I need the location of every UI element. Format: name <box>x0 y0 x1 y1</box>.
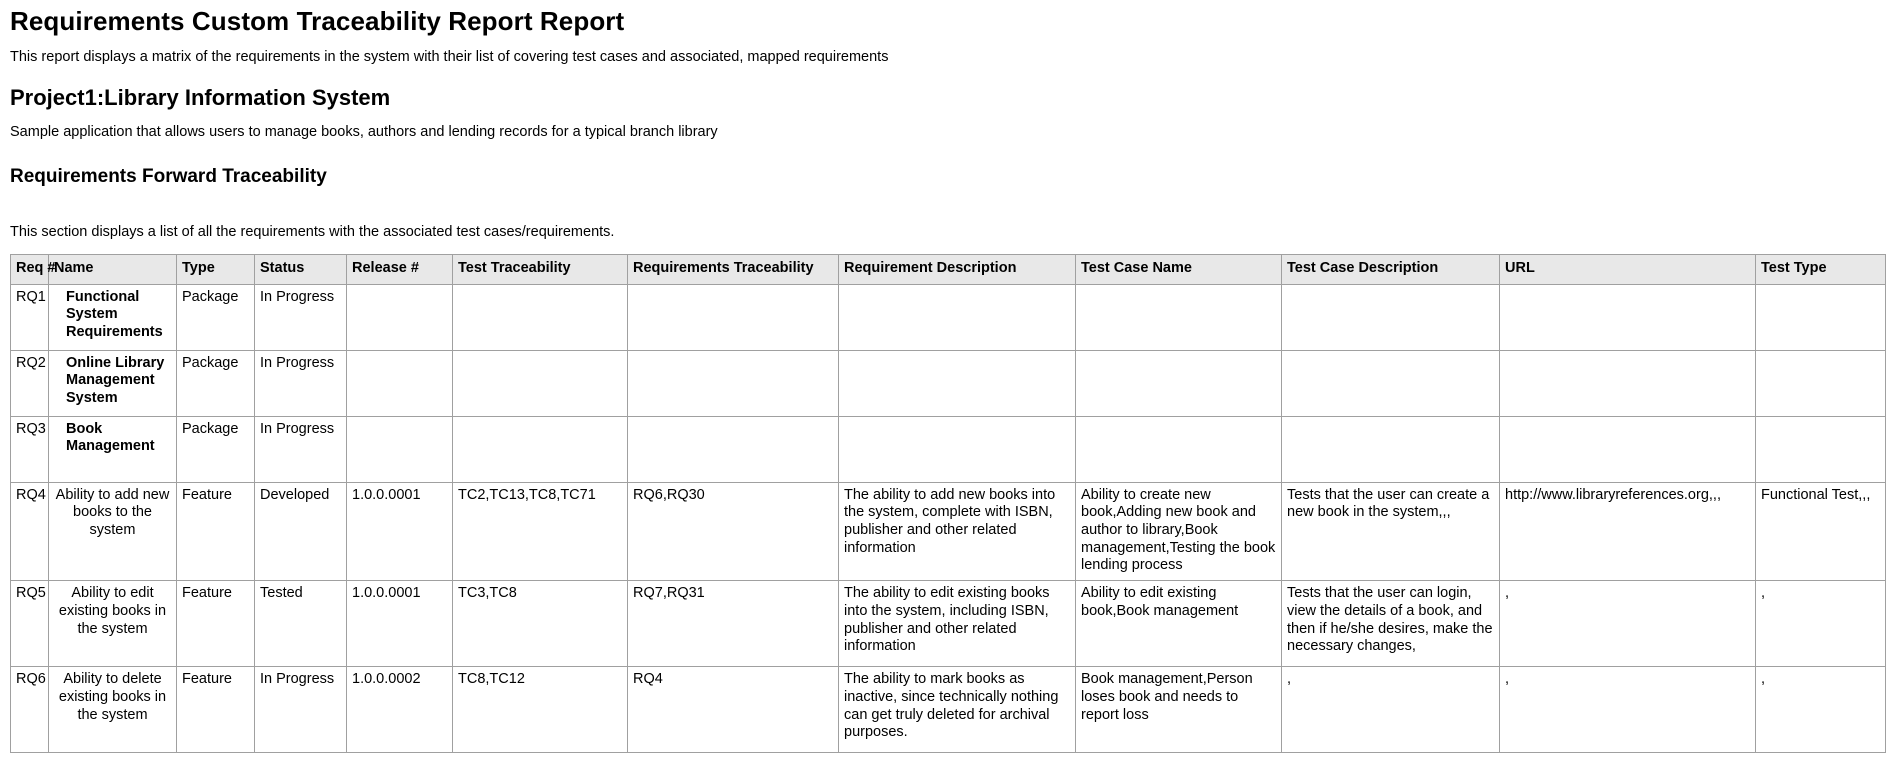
column-header-test-traceability: Test Traceability <box>453 255 628 285</box>
cell-release: 1.0.0.0001 <box>347 482 453 580</box>
cell-requirement-description: The ability to add new books into the system, complete with ISBN, publisher and other related information <box>839 482 1076 580</box>
cell-url <box>1500 416 1756 482</box>
table-row <box>11 667 1886 753</box>
column-header-requirement-description: Requirement Description <box>839 255 1076 285</box>
cell-test-type: Functional Test,,, <box>1756 482 1886 580</box>
cell-test-case-name: Ability to create new book,Adding new book and author to library,Book management,Testing the book lending process <box>1076 482 1282 580</box>
report-subtitle: This report displays a matrix of the requirements in the system with their list of covering test cases and associated, mapped requirements <box>10 49 889 65</box>
table-row <box>11 416 1886 482</box>
cell-release: 1.0.0.0002 <box>347 667 453 753</box>
cell-type: Feature <box>177 581 255 667</box>
column-header-test-type: Test Type <box>1756 255 1886 285</box>
cell-test-case-description <box>1282 350 1500 416</box>
section-title: Requirements Forward Traceability <box>10 166 327 187</box>
section-description: This section displays a list of all the requirements with the associated test cases/requirements. <box>10 224 615 240</box>
column-header-test-case-description: Test Case Description <box>1282 255 1500 285</box>
cell-test-case-name <box>1076 284 1282 350</box>
cell-test-traceability: TC3,TC8 <box>453 581 628 667</box>
cell-test-case-description <box>1282 416 1500 482</box>
cell-requirements-traceability: RQ7,RQ31 <box>628 581 839 667</box>
cell-test-type: , <box>1756 581 1886 667</box>
cell-type: Feature <box>177 667 255 753</box>
cell-test-type <box>1756 350 1886 416</box>
column-header-release: Release # <box>347 255 453 285</box>
cell-test-case-name: Book management,Person loses book and needs to report loss <box>1076 667 1282 753</box>
cell-req-id: RQ6 <box>11 667 49 753</box>
cell-requirements-traceability <box>628 350 839 416</box>
cell-status: Tested <box>255 581 347 667</box>
column-header-status: Status <box>255 255 347 285</box>
cell-req-id: RQ3 <box>11 416 49 482</box>
cell-url <box>1500 350 1756 416</box>
cell-test-traceability <box>453 416 628 482</box>
report-page <box>0 6 1895 753</box>
cell-name: Ability to add new books to the system <box>49 482 177 580</box>
cell-test-case-name <box>1076 350 1282 416</box>
cell-requirements-traceability <box>628 416 839 482</box>
cell-test-traceability: TC8,TC12 <box>453 667 628 753</box>
column-header-type: Type <box>177 255 255 285</box>
project-title: Project1:Library Information System <box>10 85 391 110</box>
cell-requirement-description: The ability to edit existing books into the system, including ISBN, publisher and other related information <box>839 581 1076 667</box>
cell-url: , <box>1500 667 1756 753</box>
cell-status: In Progress <box>255 667 347 753</box>
cell-type: Package <box>177 284 255 350</box>
table-row <box>11 581 1886 667</box>
cell-requirement-description <box>839 350 1076 416</box>
traceability-table <box>10 254 1886 753</box>
cell-req-id: RQ4 <box>11 482 49 580</box>
cell-requirement-description <box>839 416 1076 482</box>
cell-type: Package <box>177 350 255 416</box>
cell-name: Book Management <box>49 416 177 482</box>
cell-test-case-name <box>1076 416 1282 482</box>
project-description: Sample application that allows users to manage books, authors and lending records for a typical branch library <box>10 124 718 140</box>
table-header-row <box>11 255 1886 285</box>
cell-test-case-description <box>1282 284 1500 350</box>
column-header-requirements-traceability: Requirements Traceability <box>628 255 839 285</box>
table-row <box>11 482 1886 580</box>
table-row <box>11 284 1886 350</box>
column-header-name: Name <box>49 255 177 285</box>
cell-req-id: RQ1 <box>11 284 49 350</box>
cell-status: In Progress <box>255 284 347 350</box>
cell-type: Feature <box>177 482 255 580</box>
cell-type: Package <box>177 416 255 482</box>
cell-name: Online Library Management System <box>49 350 177 416</box>
cell-release <box>347 284 453 350</box>
cell-release: 1.0.0.0001 <box>347 581 453 667</box>
cell-requirements-traceability: RQ6,RQ30 <box>628 482 839 580</box>
column-header-url: URL <box>1500 255 1756 285</box>
cell-test-case-description: Tests that the user can create a new book in the system,,, <box>1282 482 1500 580</box>
cell-req-id: RQ2 <box>11 350 49 416</box>
cell-status: In Progress <box>255 416 347 482</box>
cell-release <box>347 416 453 482</box>
cell-test-type <box>1756 416 1886 482</box>
cell-name: Functional System Requirements <box>49 284 177 350</box>
table-row <box>11 350 1886 416</box>
cell-requirement-description: The ability to mark books as inactive, since technically nothing can get truly deleted for archival purposes. <box>839 667 1076 753</box>
cell-test-traceability <box>453 284 628 350</box>
cell-url <box>1500 284 1756 350</box>
cell-requirement-description <box>839 284 1076 350</box>
cell-release <box>347 350 453 416</box>
column-header-test-case-name: Test Case Name <box>1076 255 1282 285</box>
cell-url: http://www.libraryreferences.org,,, <box>1500 482 1756 580</box>
cell-name: Ability to edit existing books in the system <box>49 581 177 667</box>
cell-status: In Progress <box>255 350 347 416</box>
cell-test-type: , <box>1756 667 1886 753</box>
cell-test-case-name: Ability to edit existing book,Book management <box>1076 581 1282 667</box>
cell-test-case-description: , <box>1282 667 1500 753</box>
cell-requirements-traceability: RQ4 <box>628 667 839 753</box>
page-title: Requirements Custom Traceability Report Report <box>10 6 625 36</box>
cell-requirements-traceability <box>628 284 839 350</box>
cell-req-id: RQ5 <box>11 581 49 667</box>
column-header-req: Req # <box>11 255 49 285</box>
cell-test-case-description: Tests that the user can login, view the details of a book, and then if he/she desires, make the necessary changes, <box>1282 581 1500 667</box>
cell-status: Developed <box>255 482 347 580</box>
cell-test-type <box>1756 284 1886 350</box>
cell-test-traceability: TC2,TC13,TC8,TC71 <box>453 482 628 580</box>
cell-test-traceability <box>453 350 628 416</box>
cell-name: Ability to delete existing books in the system <box>49 667 177 753</box>
cell-url: , <box>1500 581 1756 667</box>
